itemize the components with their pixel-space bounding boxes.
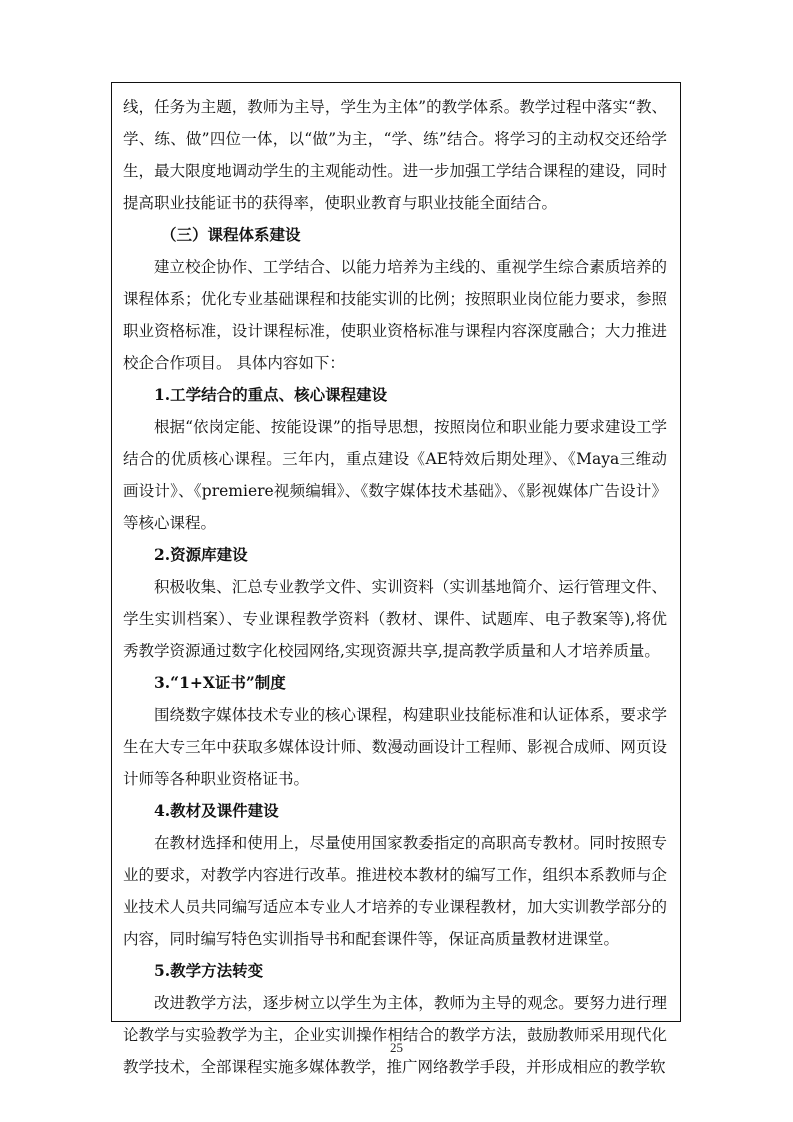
intro-paragraph: 线，任务为主题，教师为主导，学生为主体”的教学体系。教学过程中落实“教、学、练、做”四位一体，以“做”为主，“学、练”结合。将学习的主动权交还给学生，最大限度地调动学生的主观能动性。进一步加强工学结合课程的建设，同时提高职业技能证书的获得率，使职业教育与职业技能全面结合。 (123, 98, 667, 212)
heading-3: 3.“1+X证书”制度 (154, 673, 286, 692)
heading-1: 1.工学结合的重点、核心课程建设 (154, 385, 388, 404)
heading-2: 2.资源库建设 (154, 545, 248, 564)
paragraph-3: 围绕数字媒体技术专业的核心课程，构建职业技能标准和认证体系，要求学生在大专三年中获取多媒体设计师、数漫动画设计工程师、影视合成师、网页设计师等各种职业资格证书。 (123, 706, 667, 788)
section-paragraph: 建立校企协作、工学结合、以能力培养为主线的、重视学生综合素质培养的课程体系；优化专业基础课程和技能实训的比例；按照职业岗位能力要求，参照职业资格标准，设计课程标准，使职业资格标准与课程内容深度融合；大力推进校企合作项目。 具体内容如下： (123, 258, 667, 372)
page-number: 25 (390, 1040, 403, 1055)
heading-4: 4.教材及课件建设 (154, 801, 279, 820)
paragraph-4: 在教材选择和使用上，尽量使用国家教委指定的高职高专教材。同时按照专业的要求，对教学内容进行改革。推进校本教材的编写工作，组织本系教师与企业技术人员共同编写适应本专业人才培养的专业课程教材，加大实训教学部分的内容，同时编写特色实训指导书和配套课件等，保证高质量教材进课堂。 (123, 834, 667, 948)
heading-5: 5.教学方法转变 (154, 961, 264, 980)
document-body (123, 91, 667, 1083)
paragraph-2: 积极收集、汇总专业教学文件、实训资料（实训基地简介、运行管理文件、学生实训档案）、专业课程教学资料（教材、课件、试题库、电子教案等),将优秀教学资源通过数字化校园网络,实现资源共享,提高教学质量和人才培养质量。 (123, 578, 667, 660)
section-heading: （三）课程体系建设 (161, 225, 301, 244)
paragraph-1: 根据“依岗定能、按能设课”的指导思想，按照岗位和职业能力要求建设工学结合的优质核心课程。三年内，重点建设《AE特效后期处理》、《Maya三维动画设计》、《premiere视频编辑》、《数字媒体技术基础》、《影视媒体广告设计》等核心课程。 (123, 418, 667, 532)
paragraph-5: 改进教学方法，逐步树立以学生为主体，教师为主导的观念。要努力进行理论教学与实验教学为主，企业实训操作相结合的教学方法，鼓励教师采用现代化教学技术，全部课程实施多媒体教学，推广网络教学手段，并形成相应的教学软 (123, 994, 667, 1076)
